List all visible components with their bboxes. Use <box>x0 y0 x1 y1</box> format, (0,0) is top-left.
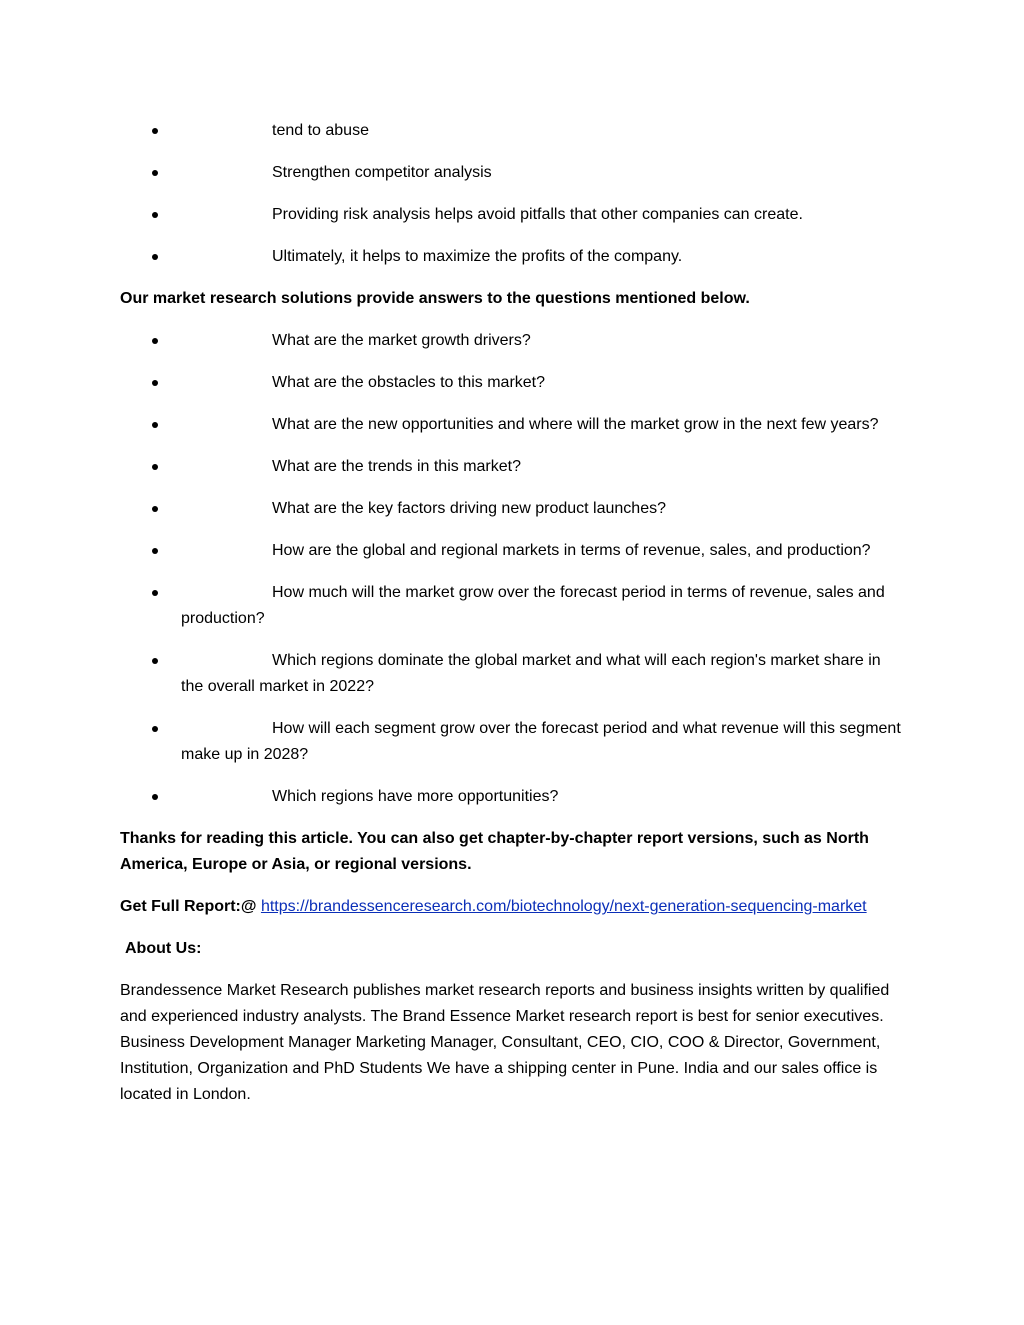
list-item <box>120 784 906 810</box>
full-report-line <box>120 894 906 920</box>
bullet-icon <box>152 338 158 344</box>
intro-bullet-list <box>120 118 906 270</box>
bullet-icon <box>152 422 158 428</box>
list-item-text: What are the new opportunities and where will the market grow in the next few years? <box>272 416 879 433</box>
list-item <box>120 496 906 522</box>
bullet-icon <box>152 548 158 554</box>
bullet-icon <box>152 254 158 260</box>
about-us-paragraph: Brandessence Market Research publishes market research reports and business insights written by qualified and experienced industry analysts. The Brand Essence Market research report is best for senior executives. Business Development Manager Marketing Manager, Consultant, CEO, CIO, COO & Director, Government, Institution, Organization and PhD Students We have a shipping center in Pune. India and our sales office is located in London. <box>120 982 890 1103</box>
list-item <box>120 716 906 768</box>
bullet-icon <box>152 726 158 732</box>
list-item <box>120 538 906 564</box>
bullet-icon <box>152 590 158 596</box>
bullet-icon <box>152 212 158 218</box>
bullet-icon <box>152 506 158 512</box>
list-item-text: What are the key factors driving new product launches? <box>272 500 666 517</box>
list-item-text: Which regions dominate the global market and what will each region's market share in the overall market in 2022? <box>181 652 881 695</box>
list-item <box>120 328 906 354</box>
bullet-icon <box>152 658 158 664</box>
bullet-icon <box>152 794 158 800</box>
questions-heading: Our market research solutions provide answers to the questions mentioned below. <box>120 290 750 307</box>
list-item <box>120 244 906 270</box>
list-item <box>120 160 906 186</box>
bullet-icon <box>152 380 158 386</box>
full-report-link[interactable]: https://brandessenceresearch.com/biotechnology/next-generation-sequencing-market <box>260 898 867 915</box>
list-item-text: What are the obstacles to this market? <box>272 374 546 391</box>
bullet-icon <box>152 170 158 176</box>
list-item <box>120 202 906 228</box>
list-item <box>120 454 906 480</box>
list-item-text: Ultimately, it helps to maximize the profits of the company. <box>272 248 683 265</box>
list-item <box>120 118 906 144</box>
bullet-icon <box>152 128 158 134</box>
thanks-paragraph: Thanks for reading this article. You can also get chapter-by-chapter report versions, such as North America, Europe or Asia, or regional versions. <box>120 830 869 873</box>
list-item <box>120 580 906 632</box>
list-item <box>120 370 906 396</box>
full-report-label: Get Full Report:@ <box>120 898 257 915</box>
list-item-text: Strengthen competitor analysis <box>272 164 492 181</box>
list-item <box>120 648 906 700</box>
list-item-text: How will each segment grow over the forecast period and what revenue will this segment make up in 2028? <box>181 720 901 763</box>
list-item-text: Which regions have more opportunities? <box>272 788 559 805</box>
list-item-text: tend to abuse <box>272 122 369 139</box>
list-item-text: How much will the market grow over the forecast period in terms of revenue, sales and production? <box>181 584 885 627</box>
list-item <box>120 412 906 438</box>
list-item-text: What are the market growth drivers? <box>272 332 531 349</box>
list-item-text: Providing risk analysis helps avoid pitfalls that other companies can create. <box>272 206 803 223</box>
about-us-heading: About Us: <box>125 940 202 957</box>
list-item-text: How are the global and regional markets in terms of revenue, sales, and production? <box>272 542 871 559</box>
question-bullet-list <box>120 328 906 810</box>
document-content <box>120 118 906 1124</box>
bullet-icon <box>152 464 158 470</box>
list-item-text: What are the trends in this market? <box>272 458 521 475</box>
